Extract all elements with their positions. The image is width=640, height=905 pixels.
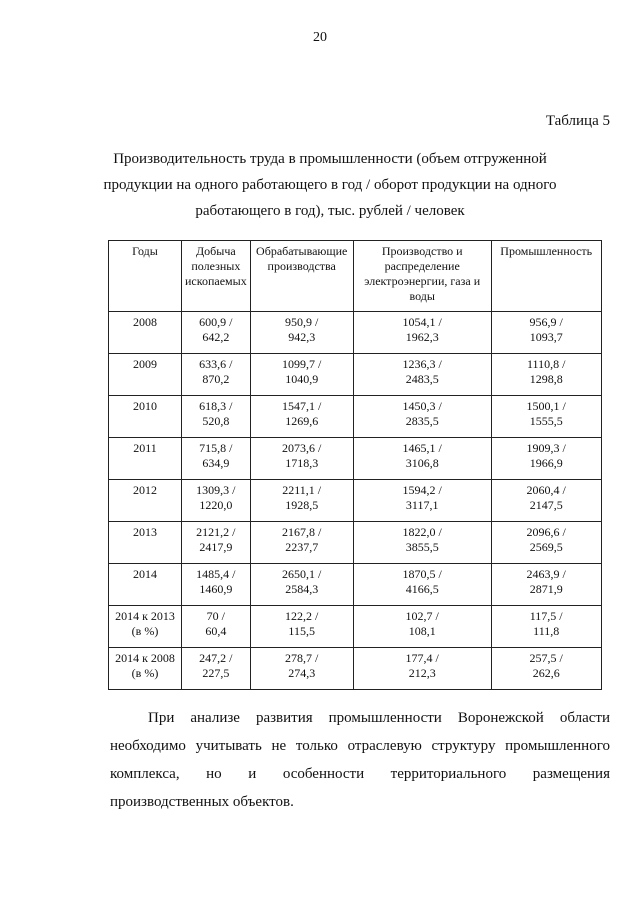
cell-value: 257,5 / xyxy=(529,651,563,665)
cell-value: 2463,9 / xyxy=(526,567,566,581)
cell-value: 1547,1 / xyxy=(282,399,322,413)
year-cell: 2010 xyxy=(109,396,182,438)
mining-cell xyxy=(182,648,251,690)
year-cell: 2009 xyxy=(109,354,182,396)
cell-value: 177,4 / xyxy=(405,651,439,665)
cell-value: 642,2 xyxy=(202,330,230,344)
cell-value: 2835,5 xyxy=(405,414,439,428)
industry-cell xyxy=(491,648,601,690)
mining-cell xyxy=(182,396,251,438)
utilities-cell xyxy=(353,480,491,522)
industry-cell xyxy=(491,438,601,480)
cell-value: 115,5 xyxy=(288,624,315,638)
cell-value: 942,3 xyxy=(288,330,316,344)
cell-value: 1220,0 xyxy=(199,498,233,512)
cell-value: 70 / xyxy=(206,609,226,623)
header-years: Годы xyxy=(109,241,182,312)
cell-value: 618,3 / xyxy=(199,399,233,413)
page-number: 20 xyxy=(313,30,327,45)
cell-value: 3117,1 xyxy=(405,498,439,512)
cell-value: 2650,1 / xyxy=(282,567,322,581)
utilities-cell xyxy=(353,648,491,690)
cell-value: 2871,9 xyxy=(529,582,563,596)
industry-cell xyxy=(491,312,601,354)
cell-value: 1870,5 / xyxy=(402,567,442,581)
utilities-cell xyxy=(353,564,491,606)
cell-value: 111,8 xyxy=(533,624,560,638)
manufacturing-cell xyxy=(250,522,353,564)
table-row xyxy=(109,438,602,480)
manufacturing-cell xyxy=(250,312,353,354)
cell-value: 102,7 / xyxy=(405,609,439,623)
cell-value: 870,2 xyxy=(202,372,230,386)
table-row xyxy=(109,354,602,396)
table-row xyxy=(109,312,602,354)
cell-value: 1269,6 xyxy=(285,414,319,428)
cell-value: 2121,2 / xyxy=(196,525,236,539)
cell-value: 2569,5 xyxy=(529,540,563,554)
header-manufacturing: Обрабатывающие производства xyxy=(250,241,353,312)
table-row xyxy=(109,606,602,648)
cell-value: 1594,2 / xyxy=(402,483,442,497)
table-row xyxy=(109,522,602,564)
table-body xyxy=(109,312,602,690)
cell-value: 274,3 xyxy=(288,666,316,680)
cell-value: 1054,1 / xyxy=(402,315,442,329)
cell-value: 1822,0 / xyxy=(402,525,442,539)
table-row xyxy=(109,564,602,606)
utilities-cell xyxy=(353,354,491,396)
utilities-cell xyxy=(353,522,491,564)
cell-value: 247,2 / xyxy=(199,651,233,665)
paragraph-line: При анализе развития промышленности Воронежской области xyxy=(148,710,610,726)
cell-value: 1465,1 / xyxy=(402,441,442,455)
industry-cell xyxy=(491,354,601,396)
cell-value: 633,6 / xyxy=(199,357,233,371)
cell-value: 1966,9 xyxy=(529,456,563,470)
mining-cell xyxy=(182,312,251,354)
industry-cell xyxy=(491,396,601,438)
paragraph-line: комплекса, но и особенности территориального размещения xyxy=(110,766,610,782)
table-row xyxy=(109,480,602,522)
cell-value: 1093,7 xyxy=(529,330,563,344)
manufacturing-cell xyxy=(250,564,353,606)
paragraph-line: производственных объектов. xyxy=(110,794,294,810)
utilities-cell xyxy=(353,396,491,438)
year-cell: 2014 xyxy=(109,564,182,606)
table-label: Таблица 5 xyxy=(545,113,610,129)
cell-value: 1110,8 / xyxy=(526,357,566,371)
cell-value: 108,1 xyxy=(408,624,436,638)
table-header-row xyxy=(109,241,602,312)
cell-value: 2211,1 / xyxy=(282,483,322,497)
manufacturing-cell xyxy=(250,648,353,690)
industry-cell xyxy=(491,564,601,606)
industry-cell xyxy=(491,522,601,564)
cell-value: 278,7 / xyxy=(285,651,319,665)
manufacturing-cell xyxy=(250,606,353,648)
cell-value: 1309,3 / xyxy=(196,483,236,497)
manufacturing-cell xyxy=(250,354,353,396)
cell-value: 1485,4 / xyxy=(196,567,236,581)
cell-value: 2584,3 xyxy=(285,582,319,596)
year-cell: 2008 xyxy=(109,312,182,354)
mining-cell xyxy=(182,480,251,522)
mining-cell xyxy=(182,564,251,606)
table-row xyxy=(109,396,602,438)
year-cell: 2013 xyxy=(109,522,182,564)
cell-value: 227,5 xyxy=(202,666,230,680)
cell-value: 2096,6 / xyxy=(526,525,566,539)
cell-value: 1460,9 xyxy=(199,582,233,596)
table-row xyxy=(109,648,602,690)
cell-value: 1909,3 / xyxy=(526,441,566,455)
cell-value: 3106,8 xyxy=(405,456,439,470)
manufacturing-cell xyxy=(250,438,353,480)
cell-value: 1718,3 xyxy=(285,456,319,470)
cell-value: 1500,1 / xyxy=(526,399,566,413)
year-cell: 2011 xyxy=(109,438,182,480)
header-industry: Промышленность xyxy=(491,241,601,312)
cell-value: 956,9 / xyxy=(529,315,563,329)
cell-value: 1928,5 xyxy=(285,498,319,512)
mining-cell xyxy=(182,606,251,648)
header-utilities: Производство и распределение электроэнергии, газа и воды xyxy=(353,241,491,312)
utilities-cell xyxy=(353,312,491,354)
industry-cell xyxy=(491,480,601,522)
cell-value: 1555,5 xyxy=(529,414,563,428)
year-cell: 2012 xyxy=(109,480,182,522)
manufacturing-cell xyxy=(250,396,353,438)
header-mining: Добыча полезных ископаемых xyxy=(182,241,251,312)
paragraph-line: необходимо учитывать не только отраслевую структуру промышленного xyxy=(110,738,610,754)
cell-value: 2060,4 / xyxy=(526,483,566,497)
cell-value: 212,3 xyxy=(408,666,436,680)
cell-value: 1298,8 xyxy=(529,372,563,386)
cell-value: 1450,3 / xyxy=(402,399,442,413)
utilities-cell xyxy=(353,438,491,480)
cell-value: 3855,5 xyxy=(405,540,439,554)
cell-value: 2417,9 xyxy=(199,540,233,554)
cell-value: 2073,6 / xyxy=(282,441,322,455)
cell-value: 4166,5 xyxy=(405,582,439,596)
cell-value: 715,8 / xyxy=(199,441,233,455)
productivity-table xyxy=(108,240,602,690)
cell-value: 2147,5 xyxy=(529,498,563,512)
body-paragraph xyxy=(110,704,610,816)
cell-value: 1040,9 xyxy=(285,372,319,386)
mining-cell xyxy=(182,438,251,480)
manufacturing-cell xyxy=(250,480,353,522)
cell-value: 950,9 / xyxy=(285,315,319,329)
cell-value: 634,9 xyxy=(202,456,230,470)
table-caption: Производительность труда в промышленности (объем отгруженной продукции на одного работающего в год / оборот продукции на одного работающего в год), тыс. рублей / человек xyxy=(103,151,557,219)
cell-value: 1236,3 / xyxy=(402,357,442,371)
cell-value: 117,5 / xyxy=(529,609,563,623)
cell-value: 122,2 / xyxy=(285,609,319,623)
industry-cell xyxy=(491,606,601,648)
cell-value: 2237,7 xyxy=(285,540,319,554)
cell-value: 1099,7 / xyxy=(282,357,322,371)
cell-value: 60,4 xyxy=(205,624,227,638)
cell-value: 2483,5 xyxy=(405,372,439,386)
cell-value: 600,9 / xyxy=(199,315,233,329)
cell-value: 2167,8 / xyxy=(282,525,322,539)
cell-value: 520,8 xyxy=(202,414,230,428)
cell-value: 1962,3 xyxy=(405,330,439,344)
year-cell: 2014 к 2008 (в %) xyxy=(109,648,182,690)
utilities-cell xyxy=(353,606,491,648)
mining-cell xyxy=(182,354,251,396)
cell-value: 262,6 xyxy=(532,666,560,680)
year-cell: 2014 к 2013 (в %) xyxy=(109,606,182,648)
mining-cell xyxy=(182,522,251,564)
